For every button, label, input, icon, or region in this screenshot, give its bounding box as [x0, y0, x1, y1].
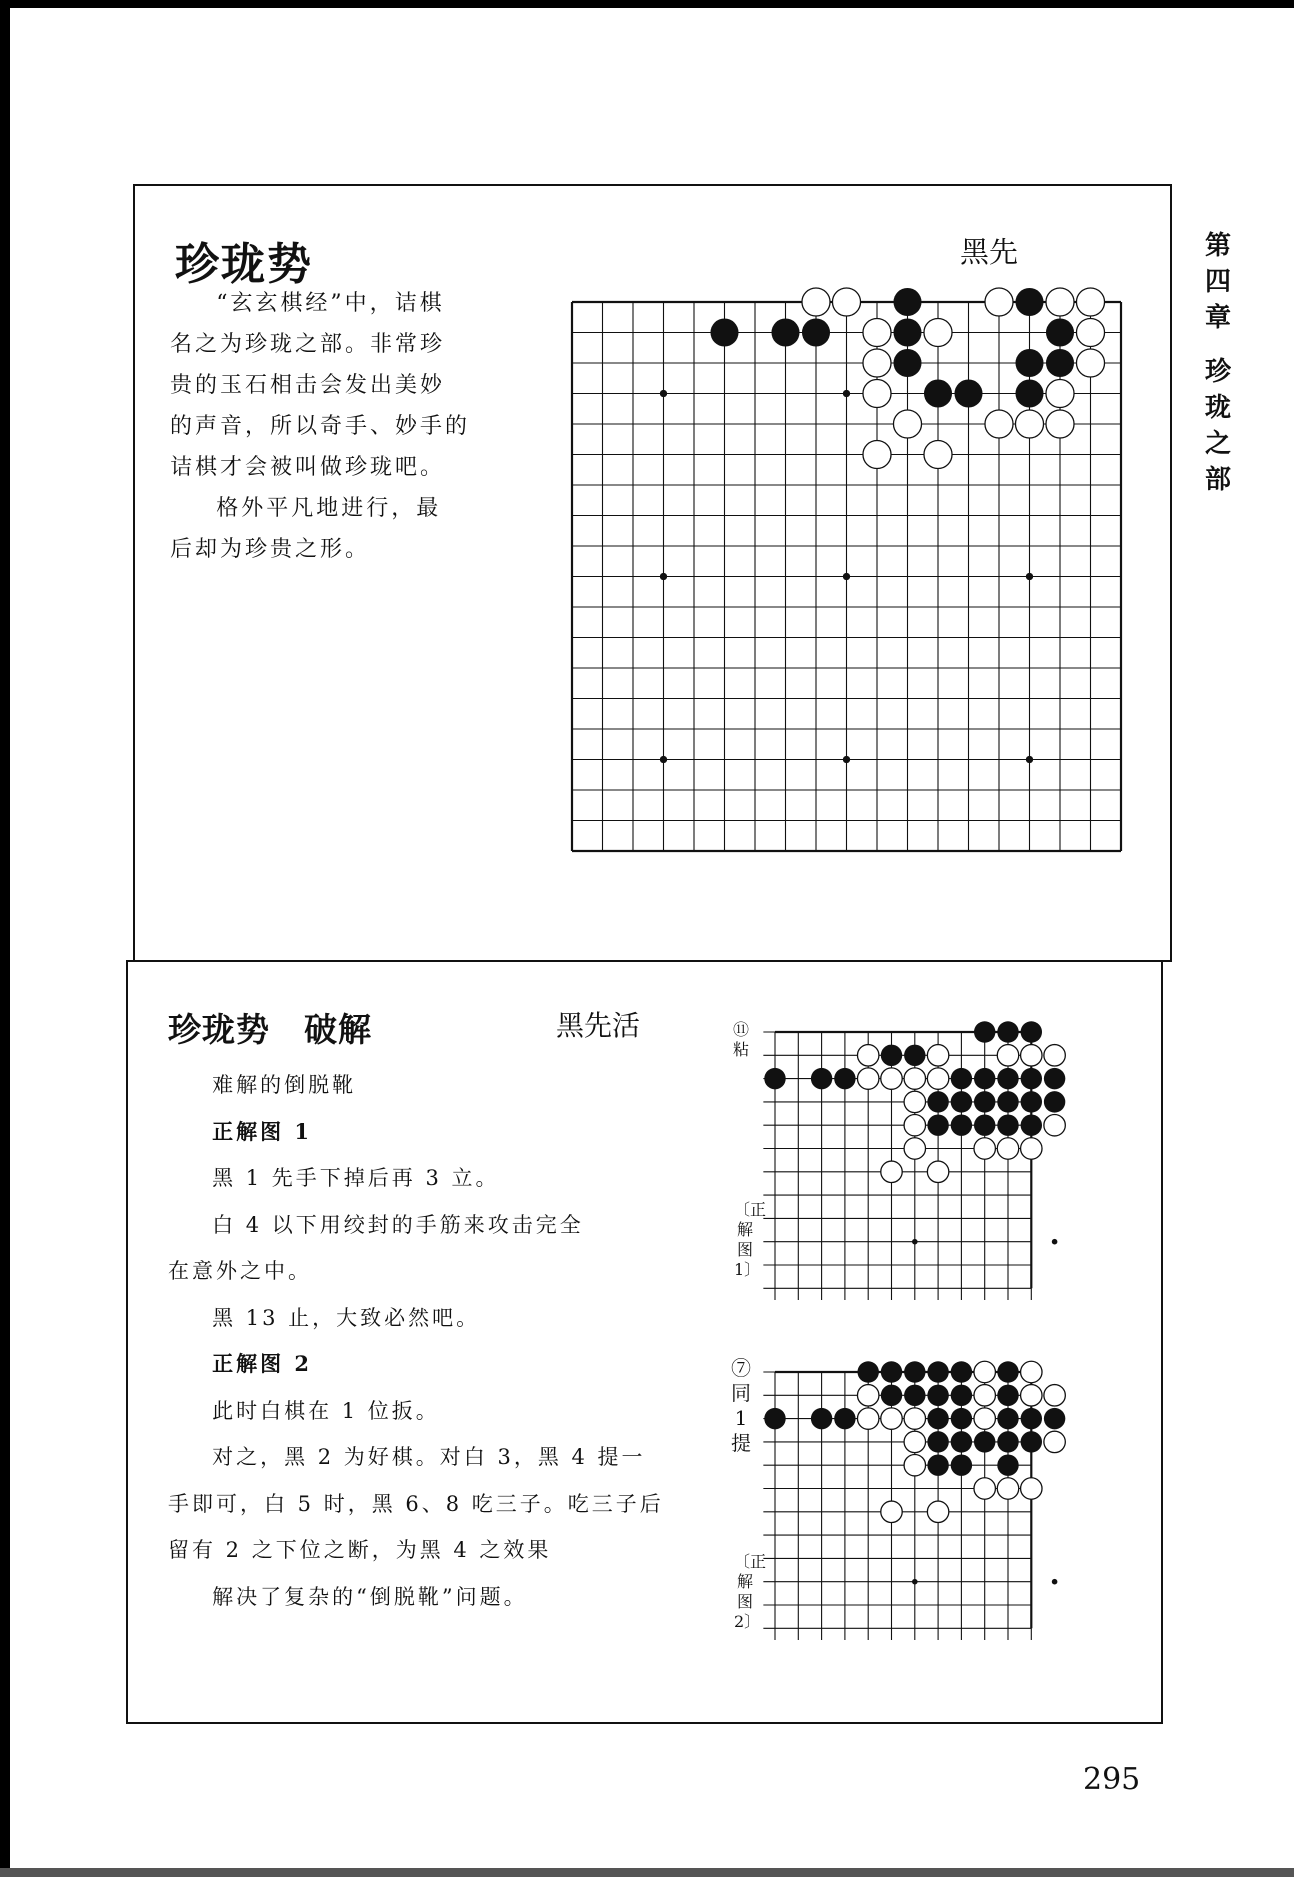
scan-border-top: [0, 0, 1294, 8]
intro-line: 后却为珍贵之形。: [170, 537, 371, 562]
white-stone: [997, 1045, 1018, 1066]
solution-line: 解决了复杂的“倒脱靴”问题。: [212, 1584, 528, 1609]
black-stone: [881, 1361, 902, 1382]
intro-line: 的声音，所以奇手、妙手的: [170, 414, 471, 439]
white-stone: [904, 1091, 925, 1112]
white-stone: [904, 1114, 925, 1135]
intro-line: 贵的玉石相击会发出美妙: [170, 373, 446, 398]
black-stone: [974, 1091, 995, 1112]
white-stone: [904, 1431, 925, 1452]
black-stone: [1021, 1068, 1042, 1089]
white-stone: [1046, 288, 1074, 316]
solution-line: 留有 2 之下位之断，为黑 4 之效果: [168, 1538, 552, 1562]
star-point: [912, 1239, 918, 1245]
go-board-solution-1: [733, 1024, 1103, 1354]
white-stone: [857, 1385, 878, 1406]
star-point: [843, 756, 850, 763]
black-stone: [951, 1454, 972, 1475]
solution-title: 珍珑势 破解: [168, 1010, 372, 1049]
black-stone: [927, 1454, 948, 1475]
problem-intro: [170, 283, 490, 570]
white-stone: [927, 1068, 948, 1089]
white-stone: [904, 1138, 925, 1159]
white-stone: [904, 1408, 925, 1429]
chapter-char: 珍: [1204, 357, 1231, 387]
black-stone: [1044, 1068, 1065, 1089]
diagram1-side-note: ⑪粘: [732, 1020, 749, 1059]
black-stone: [927, 1114, 948, 1135]
white-stone: [927, 1501, 948, 1522]
diagram1-caption: 〔正解图1〕: [734, 1200, 767, 1279]
white-stone: [927, 1161, 948, 1182]
solution-line: 此时白棋在 1 位扳。: [212, 1398, 440, 1423]
white-stone: [1021, 1361, 1042, 1382]
scan-border-left: [0, 0, 10, 1877]
black-stone: [924, 379, 952, 407]
white-stone: [1044, 1431, 1065, 1452]
white-stone: [881, 1408, 902, 1429]
scan-border-bottom: [0, 1868, 1294, 1877]
white-stone: [832, 288, 860, 316]
white-stone: [881, 1161, 902, 1182]
white-stone: [974, 1361, 995, 1382]
intro-line: 诘棋才会被叫做珍珑吧。: [170, 455, 446, 480]
diagram2-caption: 〔正解图2〕: [734, 1552, 767, 1631]
white-stone: [1044, 1045, 1065, 1066]
black-stone: [710, 318, 738, 346]
problem-to-play: 黑先: [960, 235, 1019, 269]
white-stone: [802, 288, 830, 316]
chapter-char: 部: [1204, 465, 1231, 495]
white-stone: [985, 410, 1013, 438]
star-point: [912, 1579, 918, 1585]
white-stone: [1021, 1138, 1042, 1159]
white-stone: [904, 1454, 925, 1475]
white-stone: [881, 1068, 902, 1089]
black-stone: [974, 1114, 995, 1135]
black-stone: [857, 1361, 878, 1382]
white-stone: [1015, 410, 1043, 438]
chapter-char: 之: [1204, 429, 1231, 459]
black-stone: [811, 1068, 832, 1089]
white-stone: [1021, 1478, 1042, 1499]
black-stone: [893, 318, 921, 346]
black-stone: [951, 1408, 972, 1429]
black-stone: [802, 318, 830, 346]
black-stone: [1021, 1091, 1042, 1112]
black-stone: [1021, 1114, 1042, 1135]
black-stone: [881, 1385, 902, 1406]
star-point: [1026, 573, 1033, 580]
white-stone: [1021, 1385, 1042, 1406]
white-stone: [857, 1045, 878, 1066]
star-point: [660, 756, 667, 763]
white-stone: [863, 349, 891, 377]
black-stone: [927, 1091, 948, 1112]
black-stone: [974, 1431, 995, 1452]
black-stone: [1021, 1408, 1042, 1429]
white-stone: [927, 1045, 948, 1066]
go-board-problem: [562, 294, 1117, 854]
solution-line: 对之，黑 2 为好棋。对白 3，黑 4 提一: [212, 1445, 646, 1469]
black-stone: [927, 1361, 948, 1382]
white-stone: [863, 440, 891, 468]
black-stone: [951, 1385, 972, 1406]
star-point: [1026, 756, 1033, 763]
black-stone: [904, 1045, 925, 1066]
black-stone: [974, 1021, 995, 1042]
intro-line: “玄玄棋经”中，诘棋: [216, 291, 445, 316]
black-stone: [927, 1408, 948, 1429]
white-stone: [1076, 349, 1104, 377]
white-stone: [1046, 410, 1074, 438]
black-stone: [951, 1068, 972, 1089]
white-stone: [1076, 288, 1104, 316]
black-stone: [951, 1114, 972, 1135]
black-stone: [997, 1454, 1018, 1475]
diagram-heading: 正解图 2: [212, 1351, 313, 1376]
white-stone: [1044, 1114, 1065, 1135]
star-point: [1052, 1239, 1058, 1245]
black-stone: [1021, 1431, 1042, 1452]
black-stone: [997, 1091, 1018, 1112]
white-stone: [985, 288, 1013, 316]
chapter-char: 章: [1204, 303, 1231, 333]
white-stone: [974, 1385, 995, 1406]
star-point: [660, 390, 667, 397]
white-stone: [974, 1138, 995, 1159]
star-point: [843, 390, 850, 397]
black-stone: [951, 1091, 972, 1112]
black-stone: [1046, 349, 1074, 377]
white-stone: [1076, 318, 1104, 346]
black-stone: [997, 1385, 1018, 1406]
problem-panel: [133, 184, 1172, 962]
white-stone: [974, 1478, 995, 1499]
black-stone: [771, 318, 799, 346]
diagram2-side-note: ⑦同1提: [731, 1356, 751, 1455]
black-stone: [834, 1068, 855, 1089]
black-stone: [1021, 1021, 1042, 1042]
solution-line: 在意外之中。: [168, 1259, 312, 1283]
black-stone: [974, 1068, 995, 1089]
solution-to-play: 黑先活: [556, 1009, 641, 1042]
white-stone: [974, 1408, 995, 1429]
solution-line: 手即可，白 5 时，黑 6、8 吃三子。吃三子后: [168, 1491, 664, 1516]
black-stone: [1046, 318, 1074, 346]
problem-title: 珍珑势: [175, 239, 313, 290]
solution-line: 白 4 以下用绞封的手筋来攻击完全: [212, 1212, 584, 1237]
white-stone: [1044, 1385, 1065, 1406]
black-stone: [997, 1068, 1018, 1089]
star-point: [843, 573, 850, 580]
star-point: [660, 573, 667, 580]
black-stone: [997, 1431, 1018, 1452]
black-stone: [997, 1021, 1018, 1042]
chapter-char: 四: [1204, 267, 1231, 297]
black-stone: [904, 1361, 925, 1382]
black-stone: [881, 1045, 902, 1066]
black-stone: [1015, 349, 1043, 377]
black-stone: [997, 1114, 1018, 1135]
black-stone: [893, 288, 921, 316]
black-stone: [834, 1408, 855, 1429]
black-stone: [997, 1408, 1018, 1429]
solution-commentary: [168, 1062, 678, 1620]
white-stone: [863, 379, 891, 407]
black-stone: [904, 1385, 925, 1406]
black-stone: [997, 1361, 1018, 1382]
white-stone: [893, 410, 921, 438]
go-board-solution-2: [733, 1364, 1103, 1694]
white-stone: [997, 1138, 1018, 1159]
white-stone: [857, 1068, 878, 1089]
white-stone: [924, 440, 952, 468]
white-stone: [1021, 1045, 1042, 1066]
solution-line: 难解的倒脱靴: [212, 1073, 357, 1097]
chapter-char: 珑: [1204, 393, 1231, 423]
white-stone: [997, 1478, 1018, 1499]
black-stone: [764, 1068, 785, 1089]
star-point: [1052, 1579, 1058, 1585]
black-stone: [764, 1408, 785, 1429]
black-stone: [1015, 288, 1043, 316]
intro-line: 名之为珍珑之部。非常珍: [170, 332, 446, 357]
solution-line: 黑 1 先手下掉后再 3 立。: [212, 1166, 500, 1190]
black-stone: [951, 1361, 972, 1382]
black-stone: [1015, 379, 1043, 407]
solution-line: 黑 13 止，大致必然吧。: [212, 1305, 481, 1330]
black-stone: [893, 349, 921, 377]
black-stone: [951, 1431, 972, 1452]
black-stone: [927, 1431, 948, 1452]
black-stone: [811, 1408, 832, 1429]
chapter-label-vertical: [1203, 228, 1233, 498]
black-stone: [1044, 1091, 1065, 1112]
white-stone: [881, 1501, 902, 1522]
black-stone: [954, 379, 982, 407]
white-stone: [1046, 379, 1074, 407]
white-stone: [904, 1068, 925, 1089]
white-stone: [857, 1408, 878, 1429]
black-stone: [927, 1385, 948, 1406]
intro-line: 格外平凡地进行，最: [216, 496, 442, 521]
black-stone: [1044, 1408, 1065, 1429]
page-number: 295: [1083, 1762, 1141, 1797]
diagram-heading: 正解图 1: [212, 1118, 313, 1144]
solution-panel: [126, 960, 1163, 1724]
chapter-char: 第: [1204, 231, 1231, 261]
white-stone: [924, 318, 952, 346]
white-stone: [863, 318, 891, 346]
